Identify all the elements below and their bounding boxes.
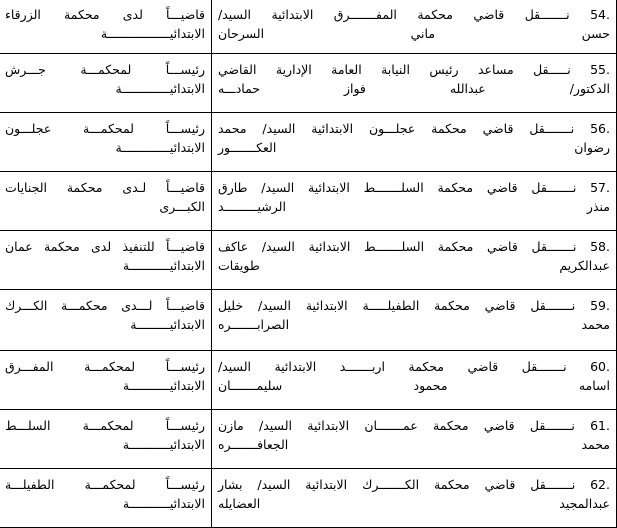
transfer-text: .58 نـــــــقل قاضي محكمة السلـــــــط الابتدائية السيد/ عاكف: [218, 239, 610, 254]
new-position-court: الابتدائيـــــــــــة: [122, 437, 205, 452]
new-position-text: قاضيـــاً لـدى محكمة الجنايات: [5, 180, 205, 195]
transfer-description-cell: [212, 0, 617, 54]
transfer-text: .57 نـــــــقل قاضي محكمة السلـــــــط الابتدائية السيد/ طارق: [218, 180, 610, 195]
new-position-text: قاضيـــاً لـــدى محكمـــة الكـــرك: [5, 298, 205, 313]
new-position-text: رئيســـاً لمحكمـــة الطفيلـــة: [5, 477, 205, 492]
judge-name: اسامه محمود سليمـــــــان: [218, 378, 610, 393]
table-row: [0, 113, 617, 172]
new-position-text: قاضيـــاً للتنفيذ لدى محكمة عمان: [5, 239, 205, 254]
new-position-court: الابتدائيـــــــــــــة: [115, 140, 205, 155]
new-position-court: الابتدائيـــــــــــــــــة: [100, 26, 205, 41]
new-position-cell: [0, 0, 212, 54]
new-position-cell: [0, 290, 212, 351]
transfer-description-cell: [212, 54, 617, 113]
new-position-cell: [0, 410, 212, 469]
new-position-cell: [0, 231, 212, 290]
new-position-court: الابتدائيـــــــــــــة: [115, 81, 205, 96]
transfer-text: .56 نـــــــقل قاضي محكمة عجلـــون الابتدائية السيد/ محمد: [218, 121, 610, 136]
judge-name: منذر الرشيـــــــــد: [218, 199, 610, 214]
judge-name: محمد الصرابـــــــره: [218, 317, 610, 332]
transfer-description-cell: [212, 231, 617, 290]
judge-name: عبدالكريم طويقات: [218, 258, 610, 273]
new-position-court: الابتدائيـــــــــــة: [122, 496, 205, 511]
new-position-cell: [0, 351, 212, 410]
new-position-text: رئيســـاً لمحكمـــة السلـــط: [5, 418, 205, 433]
new-position-court: الابتدائيـــــــــــة: [122, 378, 205, 393]
new-position-cell: [0, 54, 212, 113]
transfer-description-cell: [212, 469, 617, 528]
table-row: [0, 54, 617, 113]
transfer-description-cell: [212, 351, 617, 410]
table-row: [0, 469, 617, 528]
new-position-court: الابتدائيـــــــــة: [130, 317, 205, 332]
judge-name: محمد الجعافـــــــره: [218, 437, 610, 452]
transfer-text: .59 نـــــــقل قاضي محكمة الطفيلـــــة الابتدائية السيد/ خليل: [218, 298, 610, 313]
transfer-description-cell: [212, 113, 617, 172]
table-row: [0, 231, 617, 290]
new-position-cell: [0, 113, 212, 172]
transfer-text: .55 نـــــقل مساعد رئيس النيابة العامة الإدارية القاضي: [218, 62, 610, 77]
judge-name: حسن ماني السرحان: [218, 26, 610, 41]
new-position-text: قاضيـــاً لدى محكمة الزرقاء: [5, 7, 205, 22]
transfer-description-cell: [212, 290, 617, 351]
transfer-description-cell: [212, 172, 617, 231]
new-position-court: الكبـــرى: [159, 199, 205, 214]
new-position-text: رئيســـاً لمحكمـــة المفـــرق: [5, 359, 205, 374]
transfer-text: .54 نـــــــقل قاضي محكمة المفـــــــرق الابتدائية السيد/: [218, 7, 610, 22]
new-position-cell: [0, 172, 212, 231]
table-row: [0, 351, 617, 410]
judge-name: عبدالمجيد العضايله: [218, 496, 610, 511]
table-row: [0, 172, 617, 231]
transfer-description-cell: [212, 410, 617, 469]
new-position-text: رئيســـاً لمحكمـــة جـــرش: [5, 62, 205, 77]
transfer-text: .60 نـــــــقل قاضي محكمة اربـــــــد الابتدائية السيد/: [218, 359, 610, 374]
new-position-text: رئيســـاً لمحكمـــة عجلـــون: [5, 121, 205, 136]
transfer-text: .62 نـــــــقل قاضي محكمة الكـــــــرك الابتدائية السيد/ بشار: [218, 477, 610, 492]
judge-name: الدكتور/ عبدالله فواز حمادـــه: [218, 81, 610, 96]
judge-name: رضوان العكـــــــور: [218, 140, 610, 155]
new-position-court: الابتدائيـــــــــــة: [122, 258, 205, 273]
transfer-text: .61 نـــــــقل قاضي محكمة عمـــــــان الابتدائية السيد/ مازن: [218, 418, 610, 433]
table-row: [0, 410, 617, 469]
table-row: [0, 290, 617, 351]
new-position-cell: [0, 469, 212, 528]
table-row: [0, 0, 617, 54]
